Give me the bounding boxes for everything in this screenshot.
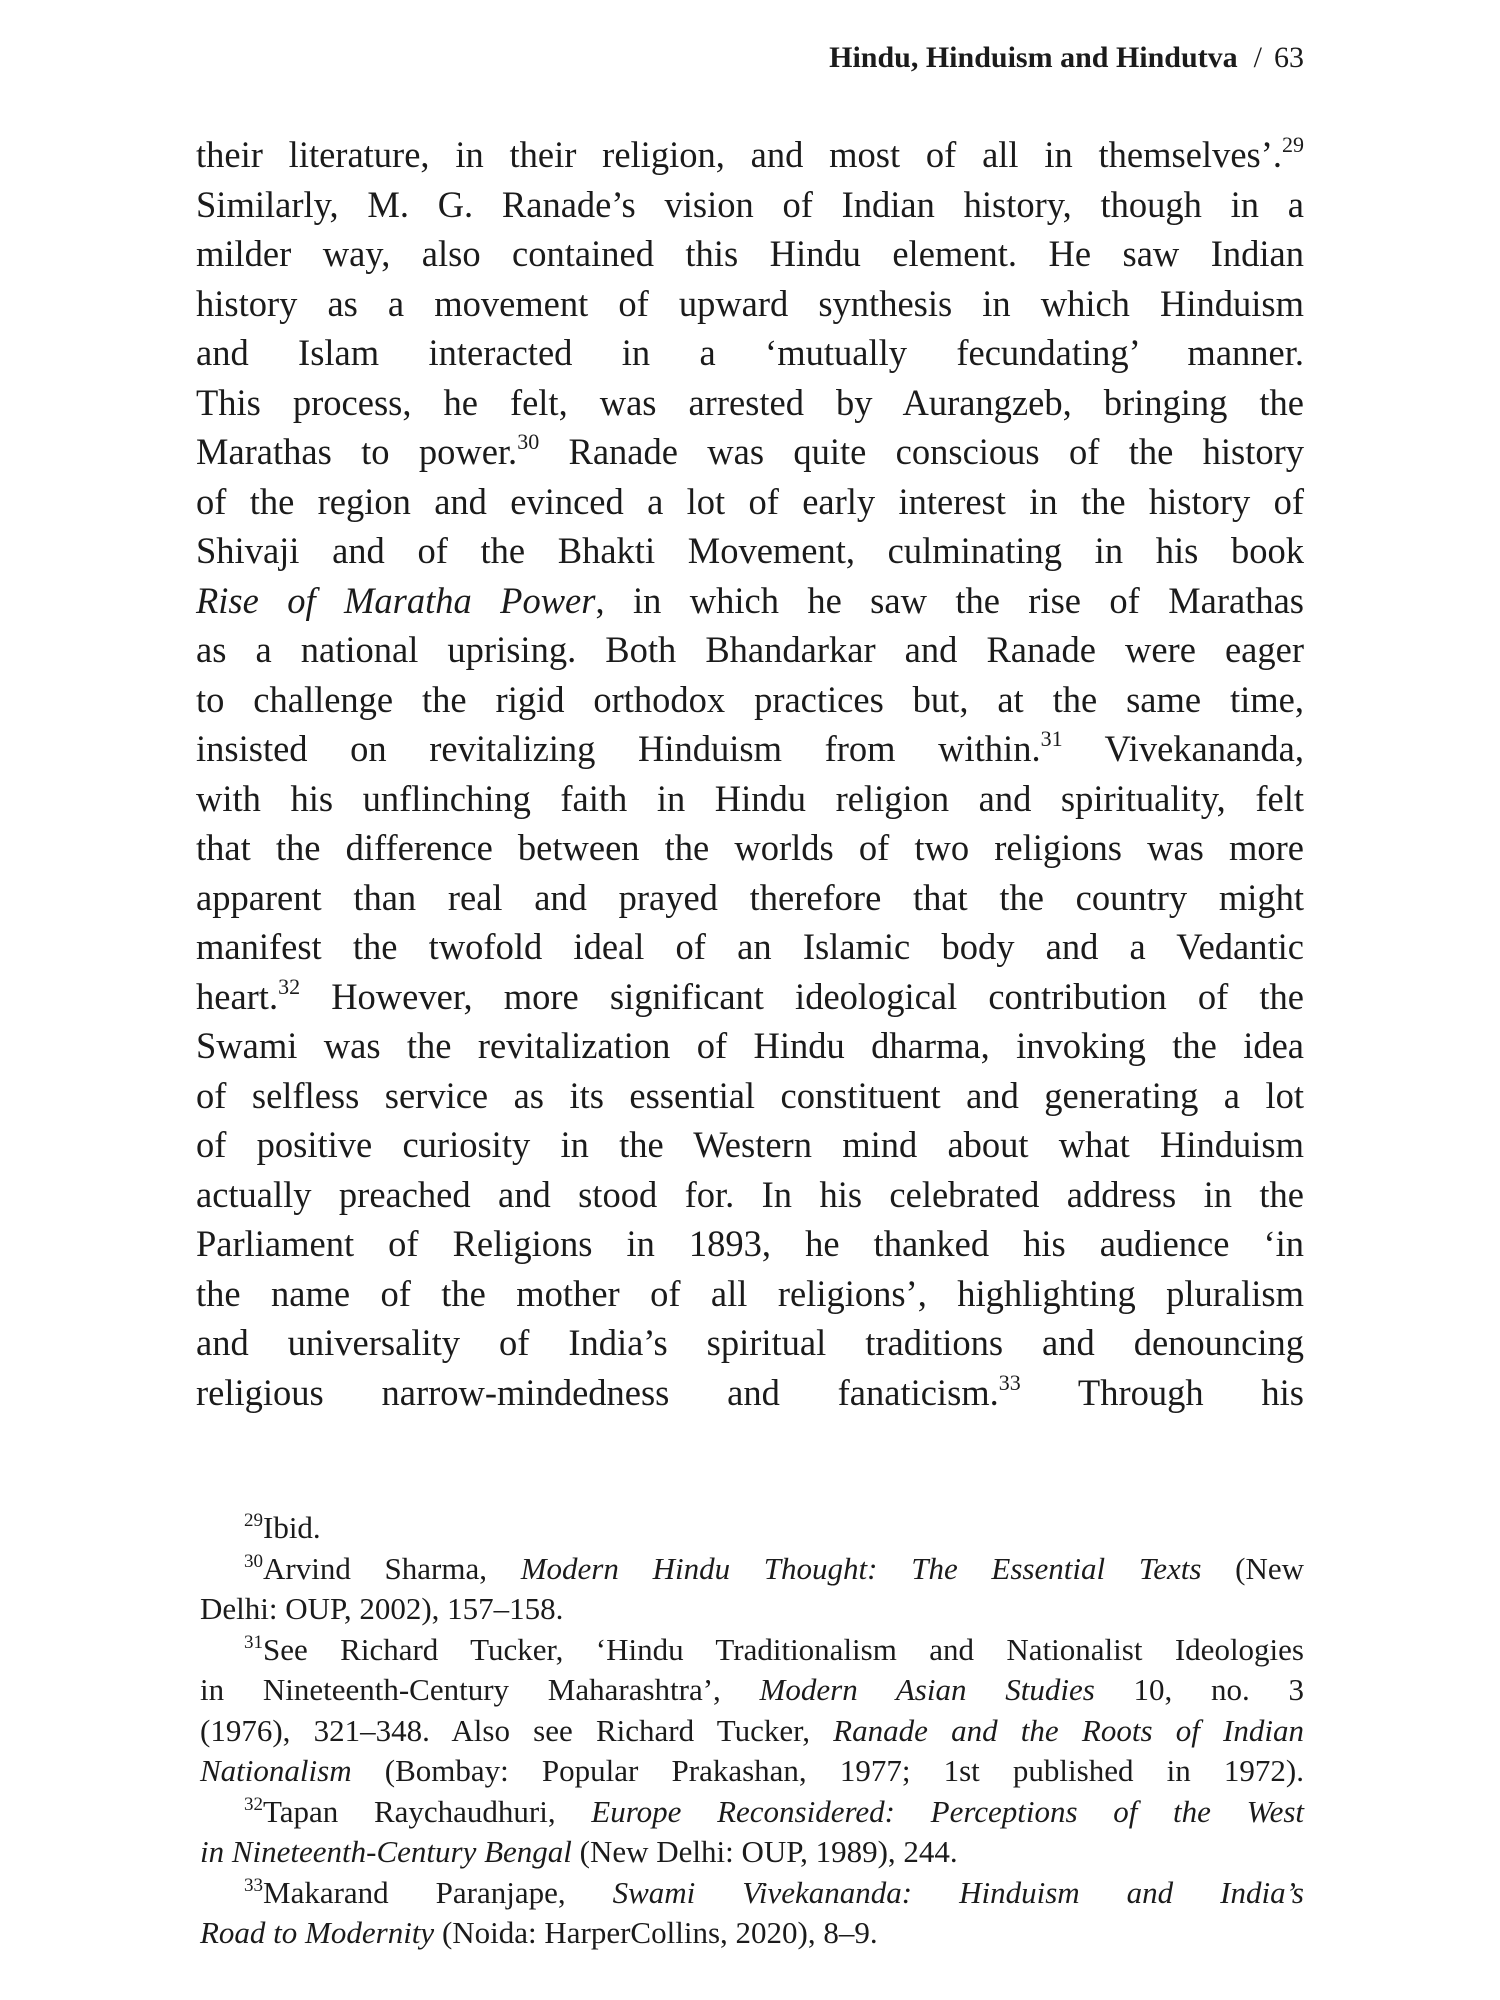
body-line	[196, 625, 1304, 675]
body-line	[196, 130, 1304, 180]
text-run: religious narrow-mindedness and fanaticism.	[196, 1371, 999, 1413]
running-head-title: Hindu, Hinduism and Hindutva	[829, 41, 1238, 74]
footnote-number: 33	[244, 1874, 263, 1896]
text-run: Delhi: OUP, 2002), 157–158.	[200, 1591, 564, 1626]
text-run: as a national uprising. Both Bhandarkar and Ranade were eager	[196, 629, 1304, 670]
italic-title: Road to Modernity	[200, 1915, 435, 1950]
text-run: actually preached and stood for. In his celebrated address in the	[196, 1173, 1304, 1215]
italic-title: Ranade and the Roots of Indian	[833, 1712, 1304, 1748]
text-run: the name of the mother of all religions’, highlighting pluralism	[196, 1272, 1304, 1314]
body-line	[196, 180, 1304, 230]
text-run: (1976), 321–348. Also see Richard Tucker,	[200, 1712, 834, 1748]
running-head-separator: /	[1253, 41, 1262, 74]
body-line	[196, 378, 1304, 428]
italic-title: Modern Asian Studies	[759, 1672, 1095, 1707]
running-head	[196, 40, 1304, 76]
footnote	[200, 1630, 1304, 1792]
body-line	[196, 526, 1304, 576]
body-line	[196, 724, 1304, 774]
text-run: milder way, also contained this Hindu element. He saw Indian	[196, 233, 1304, 274]
text-run: Similarly, M. G. Ranade’s vision of Indian history, though in a	[196, 183, 1304, 225]
body-line	[196, 972, 1304, 1022]
text-run: Makarand Paranjape,	[263, 1874, 613, 1910]
text-run: Marathas to power.	[196, 431, 518, 472]
text-run: of selfless service as its essential constituent and generating a lot	[196, 1074, 1304, 1116]
text-run: However, more significant ideological contribution of the	[300, 975, 1304, 1017]
text-run: (New	[1201, 1550, 1305, 1586]
footnotes-section	[200, 1508, 1304, 1954]
body-line	[196, 774, 1304, 824]
footnote-line	[200, 1751, 1304, 1792]
text-run: Shivaji and of the Bhakti Movement, culminating in his book	[196, 530, 1304, 571]
text-run: insisted on revitalizing Hinduism from within.	[196, 728, 1041, 769]
text-run: history as a movement of upward synthesis in which Hinduism	[196, 282, 1304, 324]
body-line	[196, 1368, 1304, 1418]
footnote	[200, 1873, 1304, 1954]
footnote-line	[200, 1873, 1304, 1914]
italic-title: Nationalism	[200, 1753, 352, 1788]
body-line	[196, 576, 1304, 626]
footnote-line	[200, 1549, 1304, 1590]
footnote-line	[200, 1792, 1304, 1833]
body-line	[196, 279, 1304, 329]
text-run: manifest the twofold ideal of an Islamic body and a Vedantic	[196, 926, 1304, 967]
footnote	[200, 1792, 1304, 1873]
text-run: Swami was the revitalization of Hindu dharma, invoking the idea	[196, 1025, 1304, 1066]
body-line	[196, 922, 1304, 972]
text-run: Ranade was quite conscious of the history	[539, 431, 1305, 472]
text-run: to challenge the rigid orthodox practices but, at the same time,	[196, 678, 1304, 720]
text-run: This process, he felt, was arrested by Aurangzeb, bringing the	[196, 381, 1304, 423]
text-run: See Richard Tucker, ‘Hindu Traditionalism and Nationalist Ideologies	[263, 1631, 1304, 1667]
footnote-reference: 30	[517, 429, 540, 454]
body-line	[196, 823, 1304, 873]
body-line	[196, 477, 1304, 527]
footnote-number: 30	[244, 1550, 263, 1572]
body-line	[196, 1021, 1304, 1071]
text-run: Through his	[1020, 1371, 1304, 1413]
text-run: of the region and evinced a lot of early interest in the history of	[196, 480, 1304, 522]
text-run: Tapan Raychaudhuri,	[263, 1793, 592, 1829]
footnote-line	[200, 1630, 1304, 1671]
text-run: Parliament of Religions in 1893, he thanked his audience ‘in	[196, 1223, 1304, 1264]
text-run: that the difference between the worlds of two religions was more	[196, 827, 1304, 868]
body-line	[196, 1170, 1304, 1220]
text-run: 10, no. 3	[1094, 1672, 1305, 1707]
italic-title: Rise of Maratha Power	[196, 579, 596, 621]
italic-title: Europe Reconsidered: Perceptions of the West	[591, 1793, 1305, 1829]
body-line	[196, 1269, 1304, 1319]
footnote-reference: 32	[278, 973, 301, 999]
body-line	[196, 1071, 1304, 1121]
footnote-line	[200, 1711, 1304, 1752]
italic-title: Modern Hindu Thought: The Essential Texts	[520, 1550, 1202, 1586]
body-line	[196, 427, 1304, 477]
text-run: Vivekananda,	[1062, 728, 1304, 769]
page-number: 63	[1274, 41, 1304, 74]
body-line	[196, 1120, 1304, 1170]
footnote-line	[200, 1670, 1304, 1711]
text-run: in Nineteenth-Century Maharashtra’,	[200, 1672, 760, 1707]
footnote-reference: 33	[998, 1369, 1021, 1395]
text-run: Arvind Sharma,	[263, 1550, 521, 1586]
text-run: heart.	[196, 975, 279, 1017]
body-line	[196, 1318, 1304, 1368]
body-line	[196, 229, 1304, 279]
body-line	[196, 1219, 1304, 1269]
text-run: apparent than real and prayed therefore that the country might	[196, 876, 1304, 918]
text-run: and universality of India’s spiritual traditions and denouncing	[196, 1322, 1304, 1363]
body-paragraph	[196, 130, 1304, 1417]
text-run: with his unflinching faith in Hindu religion and spirituality, felt	[196, 777, 1304, 819]
footnote-reference: 29	[1282, 132, 1304, 157]
text-run: , in which he saw the rise of Marathas	[595, 579, 1304, 621]
footnote	[200, 1508, 1304, 1549]
footnote-line	[200, 1913, 1304, 1954]
text-run: (Noida: HarperCollins, 2020), 8–9.	[434, 1915, 878, 1950]
footnote-number: 29	[244, 1510, 263, 1531]
text-run: of positive curiosity in the Western mind about what Hinduism	[196, 1124, 1304, 1165]
footnote-line	[200, 1508, 1304, 1549]
footnote-number: 32	[244, 1793, 263, 1815]
text-run: Ibid.	[263, 1510, 321, 1545]
text-run: their literature, in their religion, and most of all in themselves’.	[196, 134, 1282, 175]
text-run: (New Delhi: OUP, 1989), 244.	[571, 1834, 958, 1869]
body-line	[196, 328, 1304, 378]
footnote	[200, 1549, 1304, 1630]
body-line	[196, 675, 1304, 725]
footnote-line	[200, 1832, 1304, 1873]
body-line	[196, 873, 1304, 923]
text-run: and Islam interacted in a ‘mutually fecundating’ manner.	[196, 332, 1304, 373]
footnote-reference: 31	[1040, 726, 1063, 751]
footnote-line	[200, 1589, 1304, 1630]
text-run: (Bombay: Popular Prakashan, 1977; 1st published in 1972).	[351, 1753, 1304, 1788]
italic-title: in Nineteenth-Century Bengal	[200, 1834, 572, 1869]
footnote-number: 31	[244, 1631, 263, 1653]
italic-title: Swami Vivekananda: Hinduism and India’s	[612, 1874, 1304, 1910]
